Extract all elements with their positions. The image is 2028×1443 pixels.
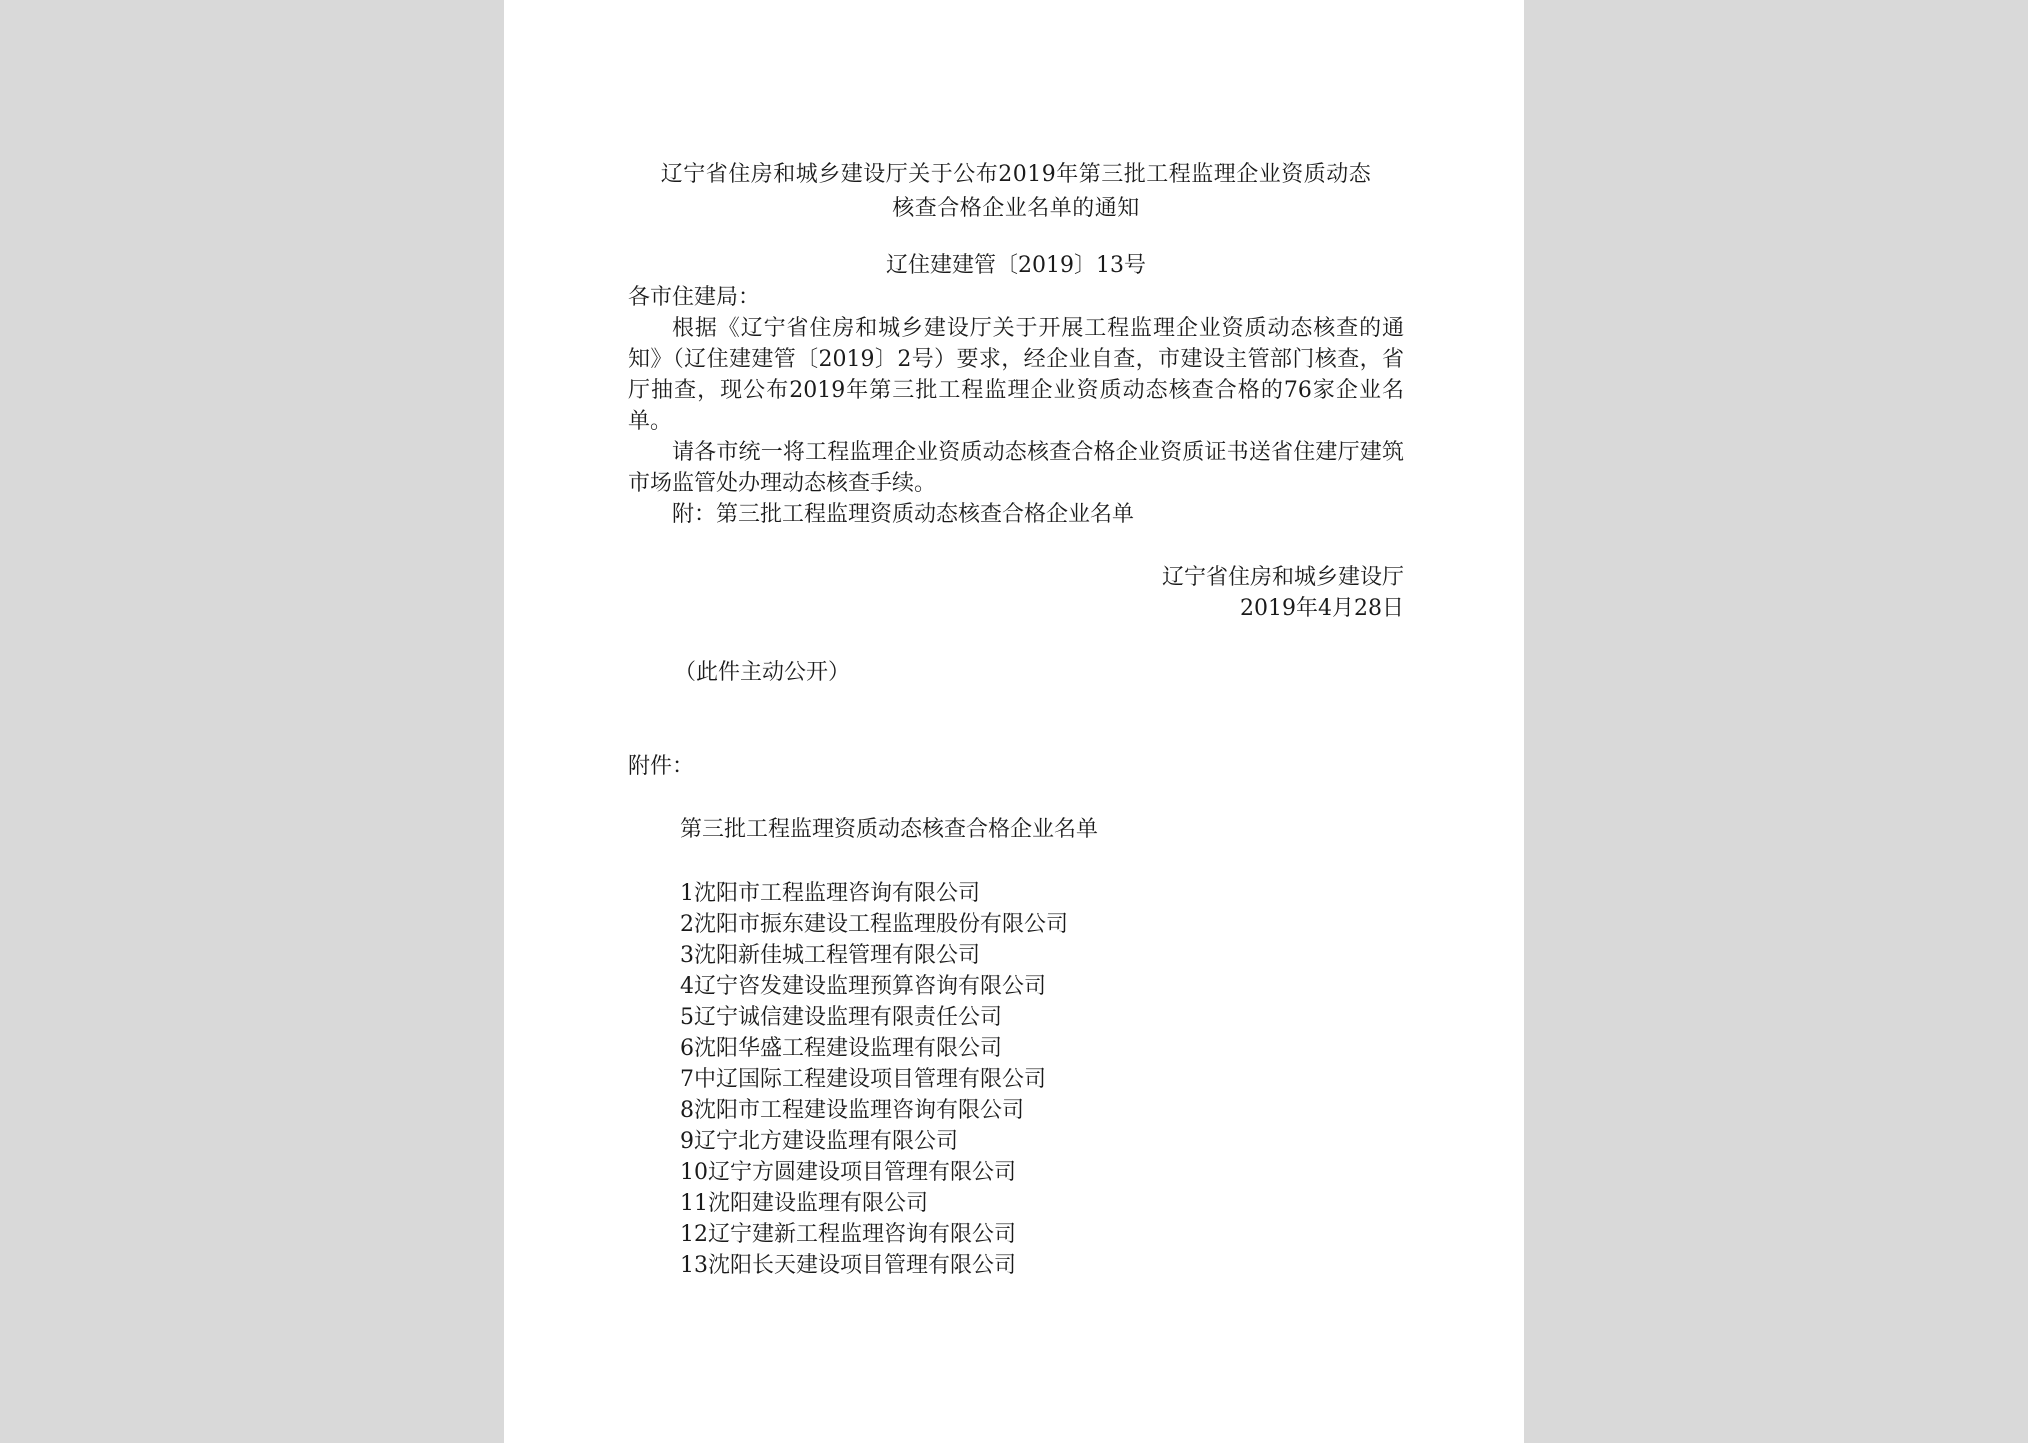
list-item: 3沈阳新佳城工程管理有限公司: [680, 943, 980, 968]
list-item: 12辽宁建新工程监理咨询有限公司: [680, 1222, 1016, 1247]
disclosure-note: （此件主动公开）: [674, 660, 851, 685]
list-item: 8沈阳市工程建设监理咨询有限公司: [680, 1098, 1024, 1123]
company-list: [628, 878, 1404, 1281]
list-item: 5辽宁诚信建设监理有限责任公司: [680, 1005, 1002, 1030]
list-item: 4辽宁咨发建设监理预算咨询有限公司: [680, 974, 1046, 999]
issue-date: 2019年4月28日: [1240, 596, 1404, 621]
list-item: 7中辽国际工程建设项目管理有限公司: [680, 1067, 1046, 1092]
list-item: 9辽宁北方建设监理有限公司: [680, 1129, 958, 1154]
body-paragraph-1: 根据《辽宁省住房和城乡建设厅关于开展工程监理企业资质动态核查的通知》（辽住建建管〔2019〕2号）要求，经企业自查，市建设主管部门核查，省厅抽查，现公布2019年第三批工程监理企业资质动态核查合格的76家企业名单。: [628, 316, 1404, 434]
list-item: 1沈阳市工程监理咨询有限公司: [680, 881, 980, 906]
issuer-name: 辽宁省住房和城乡建设厅: [1161, 565, 1404, 590]
list-item: 10辽宁方圆建设项目管理有限公司: [680, 1160, 1016, 1185]
company-list-title: 第三批工程监理资质动态核查合格企业名单: [680, 817, 1099, 842]
attachment-label: 附件：: [628, 754, 695, 779]
document-page: [504, 0, 1524, 1443]
list-item: 13沈阳长天建设项目管理有限公司: [680, 1253, 1016, 1278]
title-line-2: 核查合格企业名单的通知: [892, 196, 1140, 221]
attachment-note: 附：第三批工程监理资质动态核查合格企业名单: [672, 502, 1135, 527]
body-paragraph-2: 请各市统一将工程监理企业资质动态核查合格企业资质证书送省住建厅建筑市场监管处办理动态核查手续。: [628, 440, 1404, 496]
title-line-1: 辽宁省住房和城乡建设厅关于公布2019年第三批工程监理企业资质动态: [660, 162, 1372, 187]
salutation: 各市住建局：: [628, 285, 761, 310]
document-number: 辽住建建管〔2019〕13号: [886, 253, 1146, 278]
document-title: [628, 158, 1404, 226]
document-content: [628, 158, 1404, 1281]
list-item: 6沈阳华盛工程建设监理有限公司: [680, 1036, 1002, 1061]
list-item: 2沈阳市振东建设工程监理股份有限公司: [680, 912, 1068, 937]
list-item: 11沈阳建设监理有限公司: [680, 1191, 928, 1216]
